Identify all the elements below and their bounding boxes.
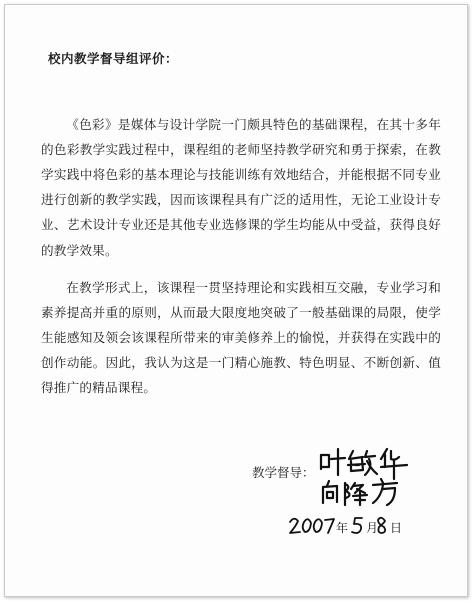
evaluation-paragraph-2: 在教学形式上，该课程一贯坚持理论和实践相互交融，专业学习和素养提高并重的原则，从而最大限度地突破了一般基础课的局限，使学生能感知及领会该课程所带来的审美修养上的愉悦，并获得在实践中的创作动能。因此，我认为这是一门精心施教、特色明显、不断创新、值得推广的精品课程。 <box>41 279 441 396</box>
evaluation-heading: 校内教学督导组评价： <box>48 51 179 66</box>
date-digit <box>378 518 385 533</box>
date-digit <box>303 519 311 532</box>
document-page <box>4 4 468 597</box>
handwritten-date <box>288 513 408 539</box>
supervisor-label: 教学督导： <box>252 465 315 480</box>
signature-2 <box>323 479 397 505</box>
evaluation-paragraph-1: 《色彩》是媒体与设计学院一门颇具特色的基础课程，在其十多年的色彩教学实践过程中，课程组的老师坚持教学研究和勇于探索，在教学实践中将色彩的基本理论与技能训练有效地结合，并能根据不同专业进行创新的教学实践，因而该课程具有广泛的适用性，无论工业设计专业、艺术设计专业还是其他专业选修课的学生均能从中受益，获得良好的教学效果。 <box>41 116 441 258</box>
date-digit <box>314 519 322 532</box>
date-digit <box>325 519 334 533</box>
date-digit <box>290 519 300 533</box>
date-digit <box>352 518 362 533</box>
signature-1 <box>321 449 407 479</box>
date-day-char: 日 <box>390 521 403 535</box>
date-year-char: 年 <box>336 521 349 535</box>
handwritten-signatures <box>315 445 425 507</box>
date-month-char: 月 <box>366 521 379 535</box>
